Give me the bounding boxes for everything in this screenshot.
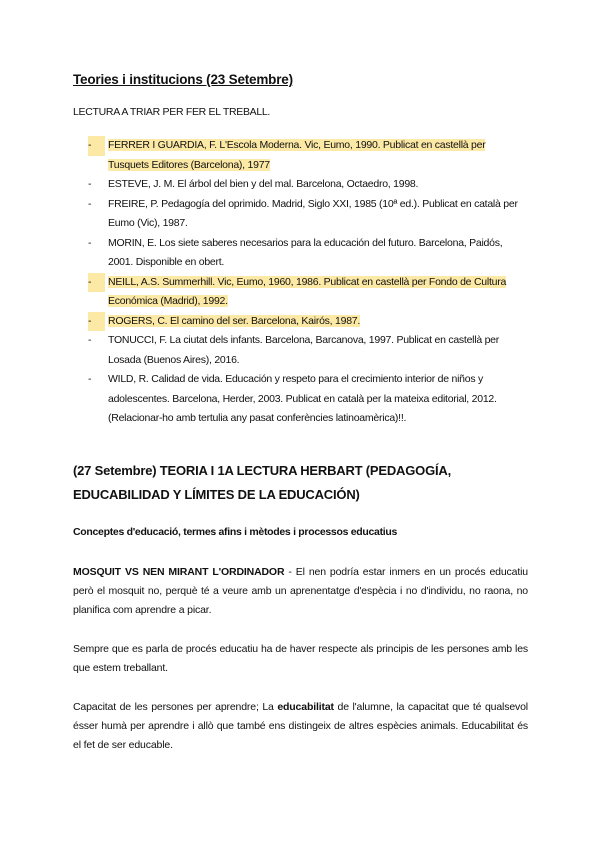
reference-text: FERRER I GUARDIA, F. L'Escola Moderna. Vic, Eumo, 1990. Publicat en castellà per Tusquets Editores (Barcelona), 1977 <box>108 139 486 171</box>
reference-list <box>88 136 518 429</box>
reference-text: NEILL, A.S. Summerhill. Vic, Eumo, 1960, 1986. Publicat en castellà per Fondo de Cultura Económica (Madrid), 1992. <box>108 275 507 307</box>
reference-text: TONUCCI, F. La ciutat dels infants. Barcelona, Barcanova, 1997. Publicat en castellà per Losada (Buenos Aires), 2016. <box>108 334 500 366</box>
reference-item <box>88 370 518 429</box>
bullet-dash: - <box>88 312 105 332</box>
bullet-dash: - <box>88 334 92 346</box>
reference-item <box>88 136 518 175</box>
bullet-dash: - <box>88 136 105 156</box>
paragraph-educabilitat <box>73 698 528 755</box>
bullet-dash: - <box>88 273 105 293</box>
paragraph-mosquit-heading: MOSQUIT VS NEN MIRANT L'ORDINADOR <box>73 566 285 578</box>
paragraph-mosquit-text: - El nen podría estar inmers en un procés educatiu però el mosquit no, perquè té a veure amb un aprenentatge d'espècia i no d'individu, no raona, no planifica com aprendre a picar. <box>73 566 528 616</box>
reference-text: WILD, R. Calidad de vida. Educación y respeto para el crecimiento interior de niños y adolescentes. Barcelona, Herder, 2003. Publicat en català per la mateixa editorial, 2012. (Relacionar-ho amb tertulia any pasat conferències latinoamèrica)!!. <box>108 373 497 424</box>
section-title-teories: Teories i institucions (23 Setembre) <box>73 72 293 87</box>
paragraph-educabilitat-start: Capacitat de les persones per aprendre; La <box>73 701 278 713</box>
reference-item <box>88 234 518 273</box>
reference-item <box>88 331 518 370</box>
paragraph-respecte: Sempre que es parla de procés educatiu ha de haver respecte als principis de les persones amb les que estem treballant. <box>73 643 528 674</box>
paragraph-mosquit <box>73 563 528 620</box>
reference-text: MORIN, E. Los siete saberes necesarios para la educación del futuro. Barcelona, Paidós, 2001. Disponible en obert. <box>108 236 503 268</box>
reference-item <box>88 273 518 312</box>
bullet-dash: - <box>88 197 92 210</box>
educabilitat-term: educabilitat <box>277 701 334 713</box>
reading-intro: LECTURA A TRIAR PER FER EL TREBALL. <box>73 106 271 118</box>
bullet-dash: - <box>88 236 92 249</box>
section-title-herbart: (27 Setembre) TEORIA I 1A LECTURA HERBART (PEDAGOGÍA, EDUCABILIDAD Y LÍMITES DE LA EDUCACIÓN) <box>73 463 451 502</box>
reference-item <box>88 195 518 234</box>
reference-text: ROGERS, C. El camino del ser. Barcelona, Kairós, 1987. <box>108 314 361 327</box>
paragraph-educabilitat-end: de l'alumne, la capacitat que té qualsevol ésser humà per aprendre i allò que també ens distingeix de altres espècies animals. Educabilitat és el fet de ser educable. <box>73 701 528 751</box>
reference-text: ESTEVE, J. M. El árbol del bien y del mal. Barcelona, Octaedro, 1998. <box>108 178 419 190</box>
reference-item <box>88 312 518 332</box>
reference-text: FREIRE, P. Pedagogía del oprimido. Madrid, Siglo XXI, 1985 (10ª ed.). Publicat en català per Eumo (Vic), 1987. <box>108 197 518 229</box>
reference-item <box>88 175 518 195</box>
bullet-dash: - <box>88 178 92 190</box>
bullet-dash: - <box>88 373 92 385</box>
subsection-title-conceptes: Conceptes d'educació, termes afins i mètodes i processos educatius <box>73 526 398 538</box>
